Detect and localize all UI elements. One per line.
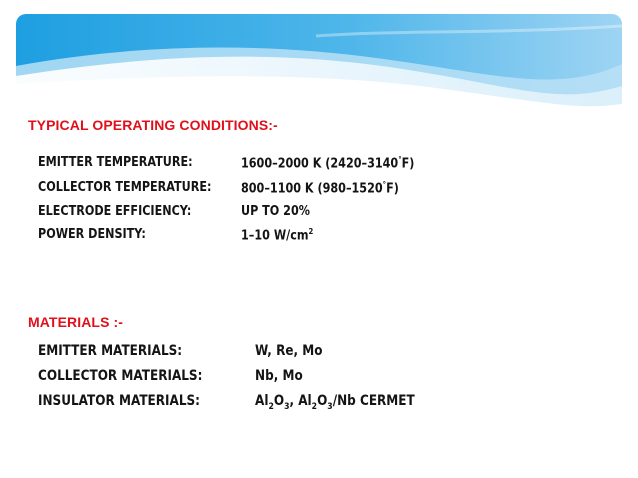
condition-label: POWER DENSITY:: [38, 227, 146, 242]
condition-label: EMITTER TEMPERATURE:: [38, 155, 193, 170]
material-label: COLLECTOR MATERIALS:: [38, 368, 203, 384]
condition-value: 1–10 $W/cm^2$: [241, 227, 314, 244]
material-value: $Al_2O_3$, $Al_2O_3/Nb$ CERMET: [255, 393, 415, 412]
condition-label: ELECTRODE EFFICIENCY:: [38, 204, 192, 219]
material-label: INSULATOR MATERIALS:: [38, 393, 201, 409]
condition-label: COLLECTOR TEMPERATURE:: [38, 180, 212, 195]
materials-heading: MATERIALS :-: [28, 314, 124, 330]
condition-value: UP TO 20%: [241, 204, 310, 219]
material-label: EMITTER MATERIALS:: [38, 343, 183, 359]
operating-conditions-heading: TYPICAL OPERATING CONDITIONS:-: [28, 117, 278, 133]
condition-value: 1600–2000 K (2420–3140°F): [241, 155, 415, 172]
material-value: Nb, Mo: [255, 368, 303, 384]
material-value: W, Re, Mo: [255, 343, 323, 359]
condition-value: 800–1100 K (980–1520°F): [241, 180, 399, 197]
header-banner: [16, 14, 622, 110]
